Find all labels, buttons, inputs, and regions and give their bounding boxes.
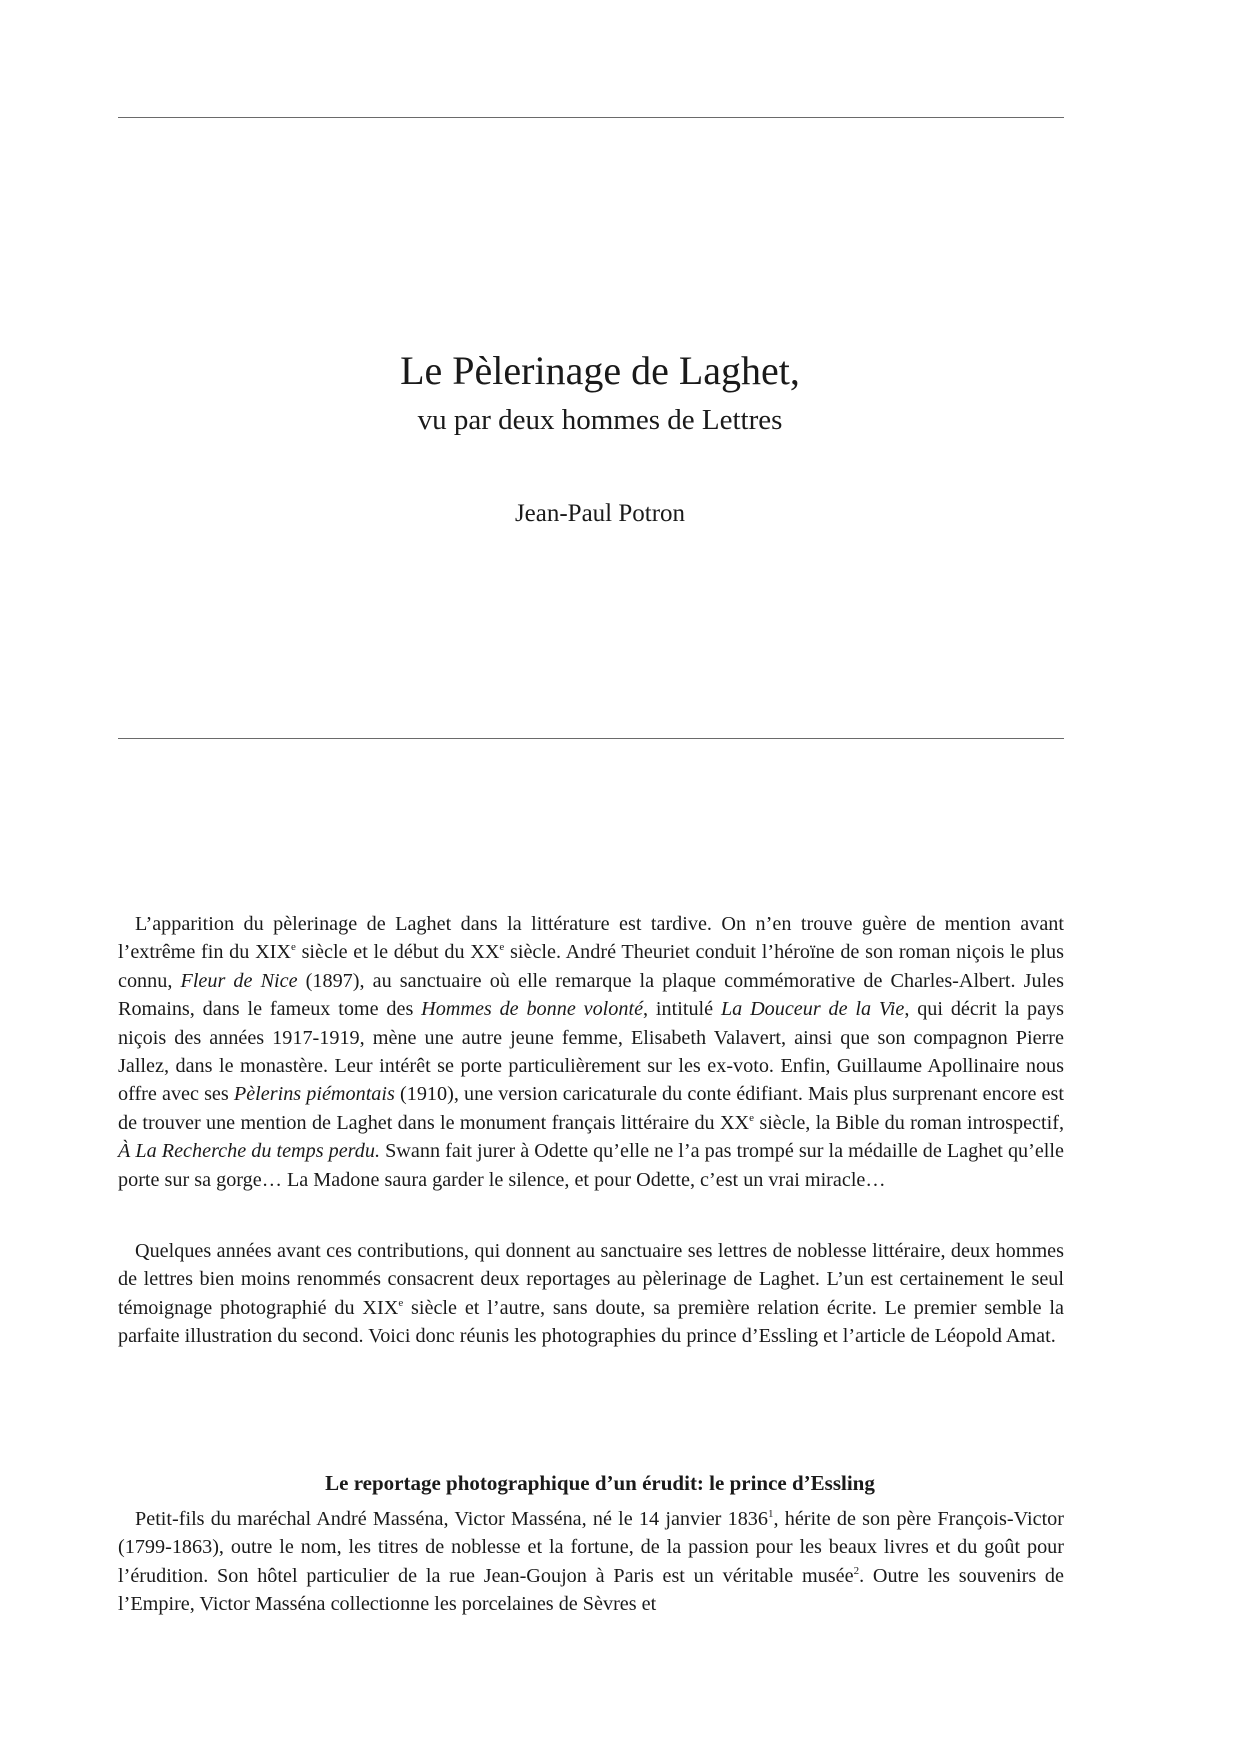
section-heading: Le reportage photographique d’un érudit: le prince d’Essling <box>325 1471 875 1495</box>
work-title: La Douceur de la Vie <box>720 998 905 1021</box>
article-subtitle: vu par deux hommes de Lettres <box>417 404 783 436</box>
footnote-ref: 1 <box>767 1508 774 1520</box>
work-title: À La Recherche du temps perdu. <box>118 1140 381 1163</box>
paragraph-prince-essling: Petit-fils du maréchal André Masséna, Victor Masséna, né le 14 janvier 1836$^1$, hérite de son père François-Victor (1799-1863), outre le nom, les titres de noblesse et la fortune, de la passion pour les beaux livres et du goût pour l’érudition. Son hôtel particulier de la rue Jean-Goujon à Paris est un véritable musée$^2$. Outre les souvenirs de l’Empire, Victor Masséna collectionne les porcelaines de Sèvres et <box>118 1508 1064 1616</box>
paragraph-intro: L’apparition du pèlerinage de Laghet dans la littérature est tardive. On n’en trouve guère de mention avant l’extrême fin du XIXe siècle et le début du XXe siècle. André Theuriet conduit l’héroïne de son roman niçois le plus connu, Fleur de Nice (1897), au sanctuaire où elle remarque la plaque commémorative de Charles-Albert. Jules Romains, dans le fameux tome des Hommes de bonne volonté, intitulé La Douceur de la Vie, qui décrit la pays niçois des années 1917-1919, mène une autre jeune femme, Elisabeth Valavert, ainsi que son compagnon Pierre Jallez, dans le monastère. Leur intérêt se porte particulièrement sur les ex-voto. Enfin, Guillaume Apollinaire nous offre avec ses Pèlerins piémontais (1910), une version caricaturale du conte édifiant. Mais plus surprenant encore est de trouver une mention de Laghet dans le monument français littéraire du XXe siècle, la Bible du roman introspectif, À La Recherche du temps perdu. Swann fait jurer à Odette qu’elle ne l’a pas trompé sur la médaille de Laghet qu’elle porte sur sa gorge… La Madone saura garder le silence, et pour Odette, c’est un vrai miracle… <box>118 913 1064 1191</box>
work-title: Hommes de bonne volonté <box>421 998 644 1021</box>
top-rule <box>118 117 1064 118</box>
paragraph-contributions: Quelques années avant ces contributions, qui donnent au sanctuaire ses lettres de noblesse littéraire, deux hommes de lettres bien moins renommés consacrent deux reportages au pèlerinage de Laghet. L’un est certainement le seul témoignage photographié du XIXe siècle et l’autre, sans doute, sa première relation écrite. Le premier semble la parfaite illustration du second. Voici donc réunis les photographies du prince d’Essling et l’article de Léopold Amat. <box>118 1240 1065 1348</box>
work-title: Pèlerins piémontais <box>233 1083 395 1106</box>
author-name: Jean-Paul Potron <box>514 500 686 527</box>
work-title: Fleur de Nice <box>180 969 298 992</box>
footnote-ref: 2 <box>853 1564 860 1577</box>
bottom-rule <box>118 738 1064 739</box>
article-title: Le Pèlerinage de Laghet, <box>400 348 800 393</box>
